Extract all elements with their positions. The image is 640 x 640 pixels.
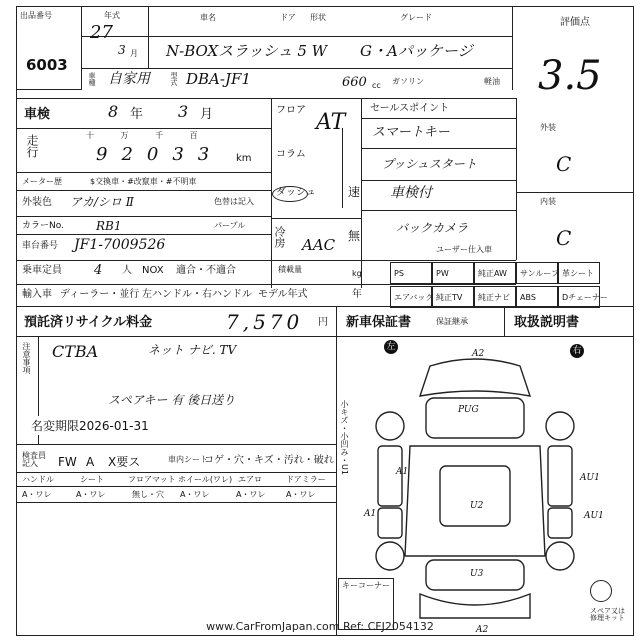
grade-value: G・Aパッケージ — [360, 42, 473, 60]
shaken-month: 3 — [178, 102, 189, 121]
nox-options: 適合・不適合 — [176, 265, 236, 276]
option-cell — [474, 286, 516, 308]
year-value: 27 — [90, 22, 113, 43]
diagram-label-a1-far: A1 — [364, 509, 377, 519]
option-cell — [432, 262, 474, 284]
import-label: 輸入車 — [22, 289, 52, 300]
car-name: N-BOXスラッシュ 5 W — [166, 42, 328, 60]
dr-col: ドアミラー — [286, 475, 326, 484]
mileage-unit: km — [236, 153, 252, 164]
vin-label: 車台番号 — [22, 241, 59, 251]
notes-line1b: ネット ナビ. TV — [148, 343, 237, 357]
floor-label: フロア — [276, 105, 306, 116]
model-year-label: モデル年式 — [258, 289, 308, 300]
diagram-label-a2-bottom: A2 — [476, 625, 489, 635]
seats-unit: 人 — [122, 265, 132, 276]
color-value: アカ/シロ Ⅱ — [70, 195, 134, 209]
option-4: サンルーフ — [520, 269, 559, 278]
shaken-year: 8 — [108, 102, 119, 121]
sheet-col: シート — [80, 475, 104, 484]
diagram-label-au1-r1: AU1 — [580, 473, 600, 483]
option-cell — [516, 262, 558, 284]
year-month-unit: 月 — [130, 49, 138, 58]
load-label: 積載量 — [278, 265, 302, 274]
ac-label: 冷房 — [273, 226, 286, 248]
model-year-unit: 年 — [352, 289, 362, 300]
diagram-label-au1-r2: AU1 — [584, 511, 604, 521]
int-label: 内装 — [540, 197, 556, 206]
sales-points-title: セールスポイント — [370, 103, 450, 114]
year-label: 年式 — [104, 11, 120, 20]
none-label: 無 — [348, 229, 361, 243]
expiry-label: 名変期限2026-01-31 — [28, 416, 152, 435]
shaken-month-unit: 月 — [200, 107, 214, 122]
diagram-label-u2: U2 — [470, 501, 484, 511]
handle-col: ハンドル — [22, 475, 54, 484]
mark-a: A — [86, 455, 95, 469]
kei: 軽油 — [484, 77, 500, 86]
lot-label: 出品番号 — [20, 11, 52, 20]
panel-col: フロアマット — [128, 475, 176, 484]
option-6: エアバッグ — [394, 293, 434, 302]
option-3: 純正AW — [478, 269, 507, 278]
speed-label: 速 — [348, 185, 361, 199]
notes-side-label: 注意事項 — [22, 342, 31, 374]
diagram-vertical-label: 小キズ・小凹み・U1 — [340, 400, 349, 475]
score-value: 3.5 — [538, 53, 602, 99]
sales-point-3: 車検付 — [390, 185, 432, 201]
row3-c1: A・ワレ — [22, 490, 52, 499]
option-cell — [558, 262, 600, 284]
option-9: ABS — [520, 293, 536, 302]
row3-c6: A・ワレ — [286, 490, 316, 499]
row3-c2: A・ワレ — [76, 490, 106, 499]
recycle-unit: 円 — [318, 317, 328, 328]
cc-unit: cc — [372, 81, 381, 90]
fuel: ガソリン — [392, 77, 424, 86]
option-cell — [432, 286, 474, 308]
engine-cc: 660 — [342, 75, 367, 90]
user-label: ユーザー仕入車 — [436, 245, 492, 254]
left-marker: 左 — [384, 340, 398, 354]
option-cell — [558, 286, 600, 308]
diagram-label-a2-top: A2 — [472, 349, 485, 359]
diagram-label-pug: PUG — [458, 405, 479, 415]
option-1: PS — [394, 269, 404, 278]
seat-items: コゲ・穴・キズ・汚れ・破れ — [204, 455, 334, 466]
option-10: Dチェーナー — [562, 293, 608, 302]
transmission: AT — [316, 110, 346, 135]
row3-c4: A・ワレ — [180, 490, 210, 499]
vin-value: JF1-7009526 — [74, 237, 166, 253]
ext-grade: C — [556, 152, 572, 176]
year-month: 3 — [118, 43, 126, 57]
lot-number: 6003 — [26, 56, 68, 74]
option-cell — [390, 262, 432, 284]
ext-label: 外装 — [540, 123, 556, 132]
warranty-label: 新車保証書 — [346, 315, 412, 330]
sales-point-1: スマートキー — [372, 125, 450, 140]
option-7: 純正TV — [436, 293, 463, 302]
recycle-label: 預託済リサイクル料金 — [24, 315, 153, 330]
spare-icon — [590, 580, 612, 602]
option-8: 純正ナビ — [478, 293, 510, 302]
spare-note: スペア又は修理キット — [590, 607, 625, 622]
mileage-label: 走行 — [25, 134, 39, 158]
color-code-label: カラーNo. — [22, 221, 64, 231]
inspector-label: 検査員記入 — [22, 451, 46, 468]
car-diagram-icon — [370, 356, 580, 626]
diagram-label-u3: U3 — [470, 569, 484, 579]
option-cell — [474, 262, 516, 284]
notes-line1: CTBA — [52, 342, 99, 361]
meter-label: メーター歴 — [22, 177, 62, 186]
right-marker: 右 — [570, 344, 584, 358]
shape-label: 形状 — [310, 13, 326, 22]
shaken-year-unit: 年 — [130, 107, 144, 122]
seat-label: 車内シート — [168, 455, 208, 464]
manual-label: 取扱説明書 — [514, 315, 580, 330]
seats-value: 4 — [94, 263, 103, 278]
wheel-col: ホイール(ワレ) — [178, 475, 233, 484]
int-grade: C — [556, 226, 572, 250]
vehicle-type: 自家用 — [108, 71, 150, 87]
model-label: 車名 — [200, 13, 216, 22]
corner-label: キーコーナー — [342, 581, 390, 590]
model-code: DBA-JF1 — [186, 70, 251, 88]
type-label: 車種 — [88, 72, 96, 86]
notes-line2: スペアキー 有 後日送り — [108, 393, 236, 407]
sales-point-2: プッシュスタート — [382, 157, 477, 171]
row3-c5: A・ワレ — [236, 490, 266, 499]
color-label: 外装色 — [22, 197, 52, 208]
option-cell — [516, 286, 558, 308]
option-5: 革シート — [562, 269, 594, 278]
color-code-note: パープル — [214, 221, 246, 230]
sales-point-4: バックカメラ — [396, 221, 469, 235]
grade-label: グレード — [400, 13, 432, 22]
shaken-label: 車検 — [24, 107, 51, 122]
row3-c3: 無し・穴 — [132, 490, 164, 499]
mileage-value: 92033 — [96, 144, 224, 165]
seats-label: 乗車定員 — [22, 265, 62, 276]
door-label: ドア — [280, 13, 296, 22]
handle-options: 左ハンドル・右ハンドル — [142, 289, 252, 300]
option-2: PW — [436, 269, 449, 278]
meter-options: $交換車・#改竄車・#不明車 — [90, 177, 197, 186]
watermark: www.CarFromJapan.com Ref: CFJ2054132 — [206, 620, 434, 633]
ac-value: AAC — [302, 236, 336, 254]
warranty-note: 保証継承 — [436, 317, 468, 326]
score-label: 評価点 — [560, 17, 590, 28]
recycle-value: 7,570 — [226, 310, 304, 334]
fw-label: FW — [58, 455, 77, 469]
column-label: コラム — [276, 149, 306, 160]
air-col: エアロ — [238, 475, 262, 484]
nox-label: NOX — [142, 265, 164, 276]
model-code-label: 型式 — [170, 72, 178, 86]
diagram-label-a1-left: A1 — [396, 467, 409, 477]
mileage-digits-header: 十 万 千 百 — [86, 131, 210, 140]
import-options: ディーラー・並行 — [60, 289, 140, 300]
x-label: X要ス — [108, 455, 141, 469]
load-unit: kg — [352, 269, 362, 278]
option-cell — [390, 286, 432, 308]
color-note: 色替は記入 — [214, 197, 254, 206]
color-code: RB1 — [96, 219, 122, 233]
dash-label: ダッシュ — [276, 187, 316, 198]
